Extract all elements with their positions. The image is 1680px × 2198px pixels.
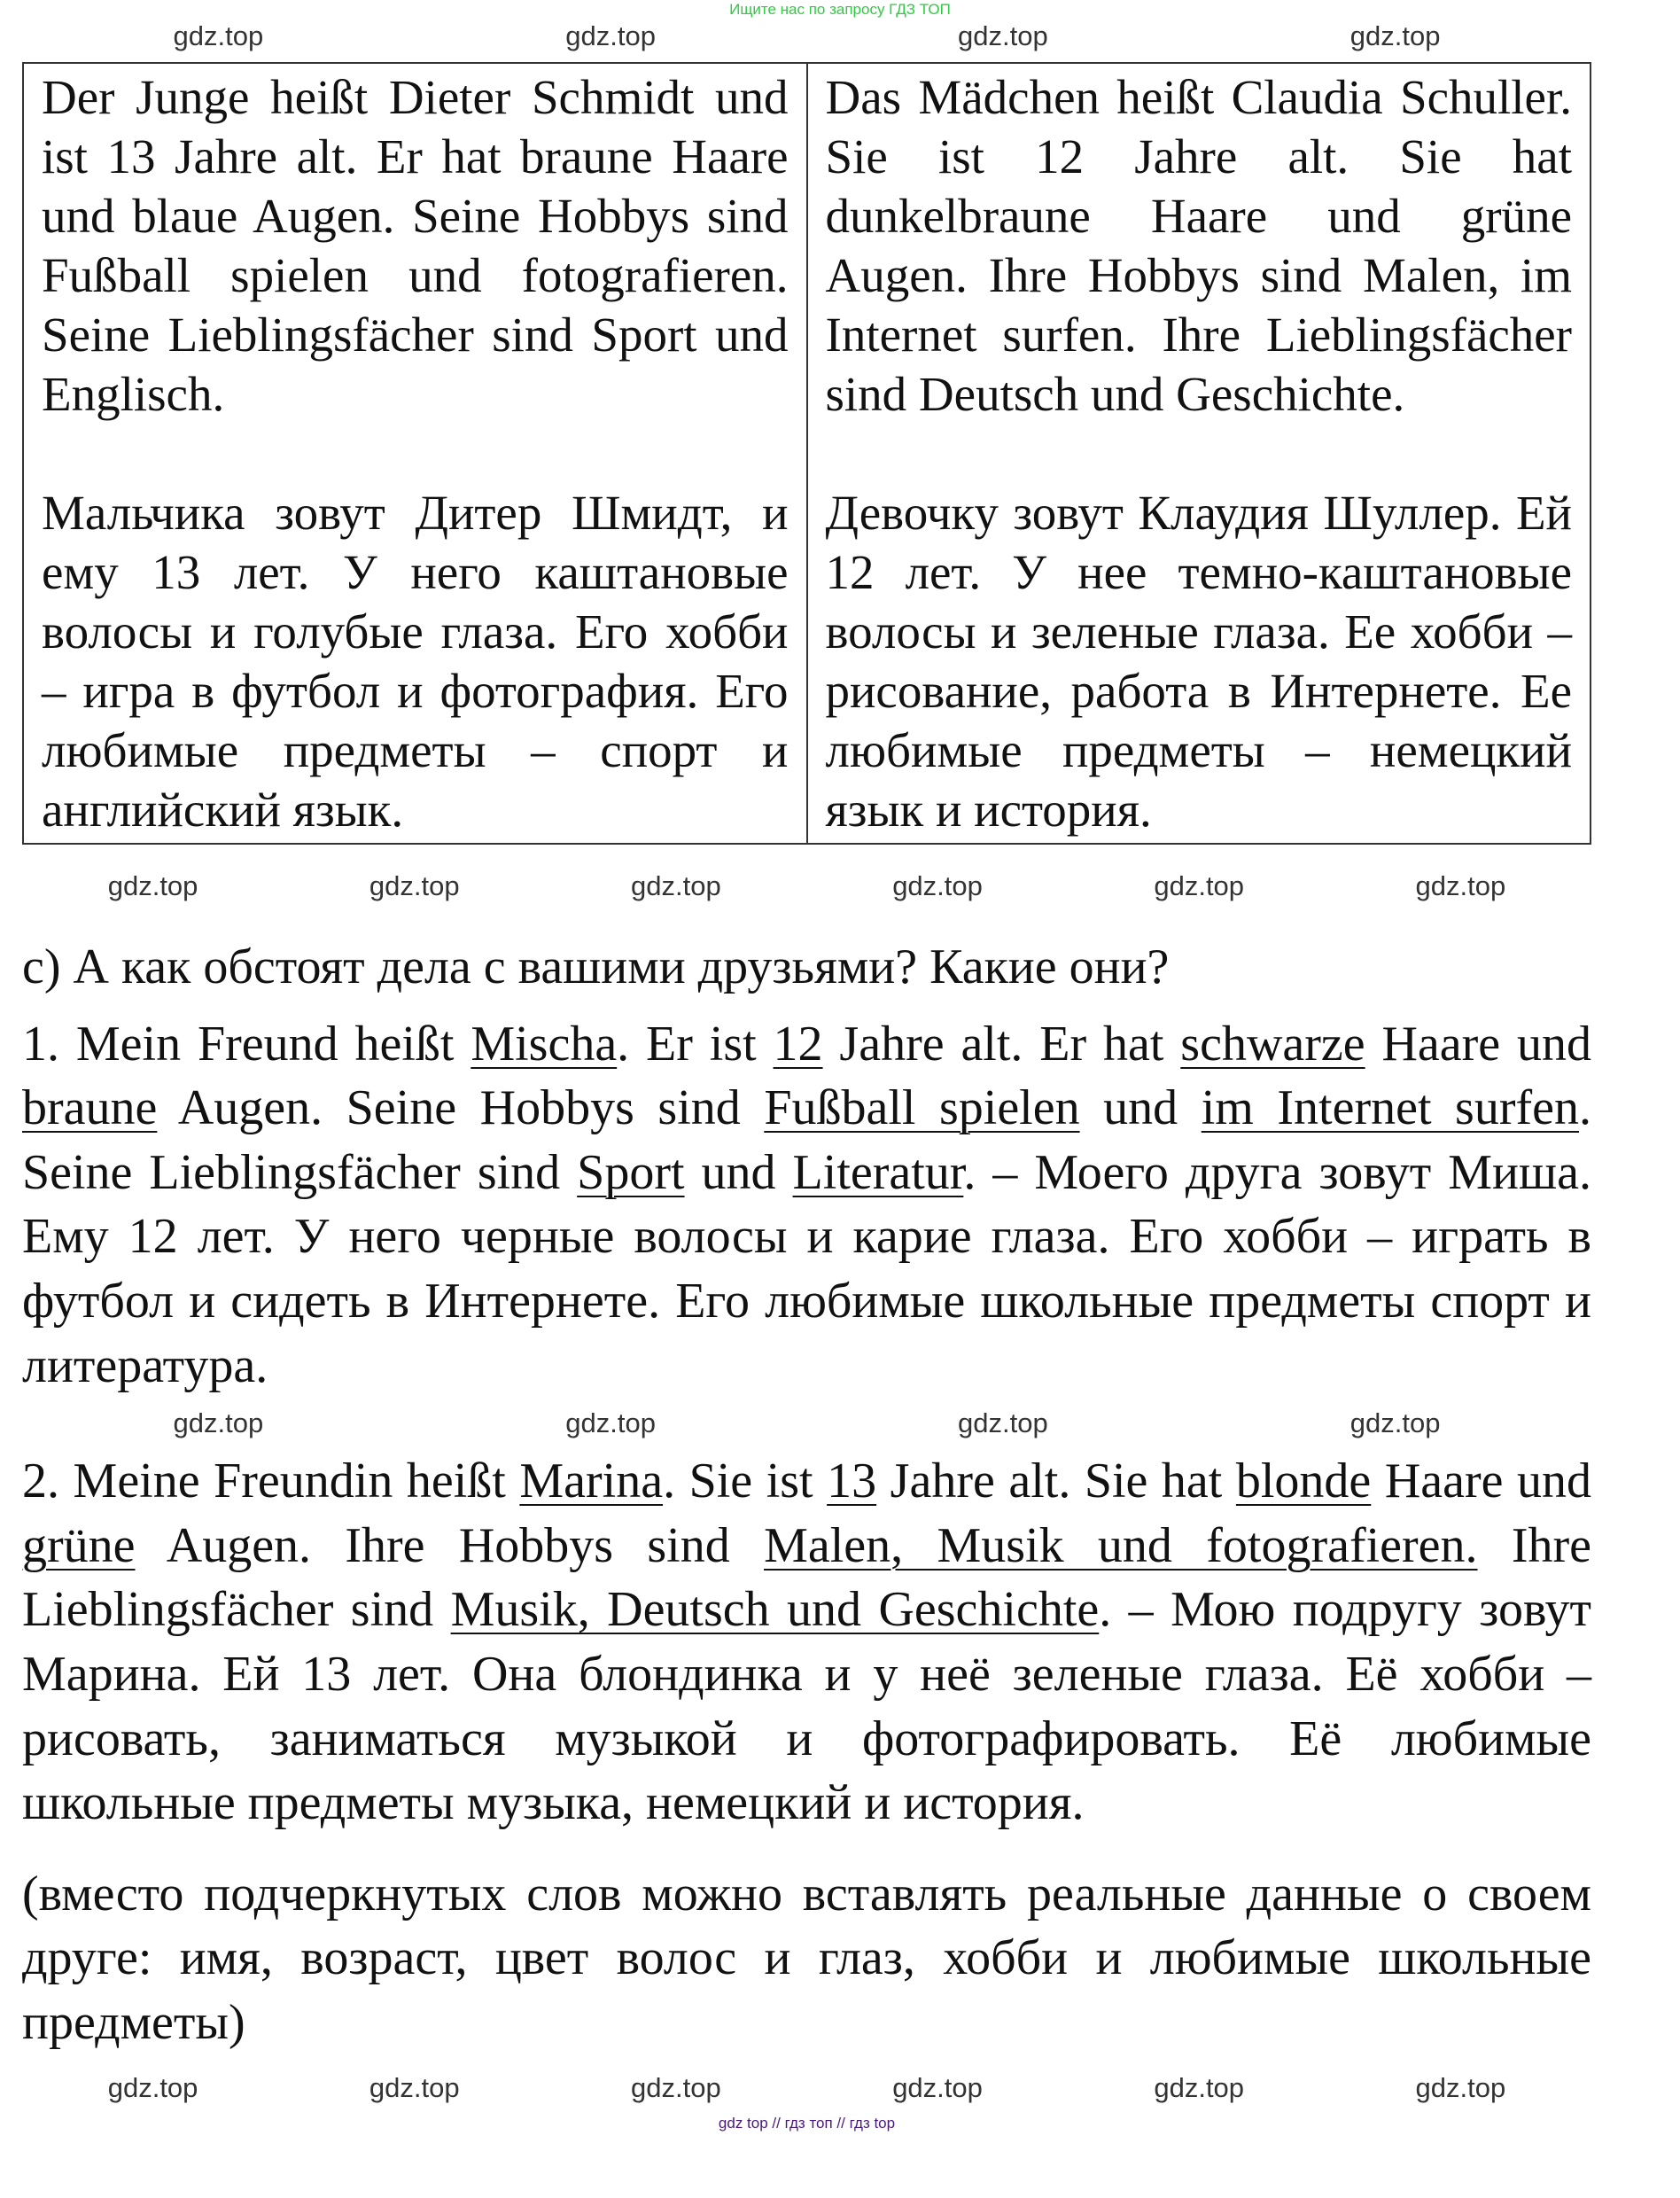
underlined-word: braune xyxy=(22,1080,158,1136)
gdz-watermark: gdz.top xyxy=(369,870,460,901)
question-c: c) А как обстоят дела с вашими друзьями? Какие они? xyxy=(22,939,1170,994)
gdz-watermark: gdz.top xyxy=(1349,1407,1441,1439)
text-segment: und xyxy=(1079,1080,1202,1136)
underlined-word: 13 xyxy=(827,1454,877,1509)
text-segment: Augen. Ihre Hobbys sind xyxy=(135,1517,765,1573)
gdz-watermark: gdz.top xyxy=(107,870,198,901)
text-segment: . – Моего друга зовут Миша. Ему 12 лет. У него черные волосы и карие глаза. Его хобби – играть в футбол и сидеть в Интернете. Его любимые школьные предметы спорт и литература. xyxy=(22,1144,1591,1393)
text-segment: Jahre alt. Sie hat xyxy=(876,1454,1236,1509)
gdz-watermark: gdz.top xyxy=(892,870,983,901)
underlined-word: schwarze xyxy=(1180,1016,1365,1072)
gdz-watermark: gdz.top xyxy=(107,2071,198,2103)
underlined-word: 12 xyxy=(773,1016,823,1072)
underlined-word: blonde xyxy=(1235,1454,1372,1509)
underlined-word: Mischa xyxy=(471,1016,618,1072)
right-german-text: Das Mädchen heißt Claudia Schuller. Sie ist 12 Jahre alt. Sie hat dunkelbraune Haare und grüne Augen. Ihre Hobbys sind Malen, im Internet surfen. Ihre Lieblingsfächer sind Deutsch und Geschichte. xyxy=(825,70,1572,421)
gdz-watermark: gdz.top xyxy=(565,20,656,51)
gdz-watermark: gdz.top xyxy=(1415,870,1506,901)
text-segment: . Er ist xyxy=(617,1016,774,1072)
underlined-word: Malen, Musik und fotografieren. xyxy=(764,1517,1478,1573)
watermark-row xyxy=(22,871,1591,901)
underlined-word: Fußball spielen xyxy=(764,1080,1080,1136)
gdz-watermark: gdz.top xyxy=(631,2071,721,2103)
left-german-text: Der Junge heißt Dieter Schmidt und ist 13 Jahre alt. Er hat braune Haare und blaue Augen. Seine Hobbys sind Fußball spielen und fotografieren. Seine Lieblingsfächer sind Sport und Englisch. xyxy=(42,70,789,421)
text-segment: Haare und xyxy=(1371,1454,1592,1509)
gdz-watermark: gdz.top xyxy=(892,2071,983,2103)
gdz-watermark: gdz.top xyxy=(958,20,1048,51)
watermark-row xyxy=(22,1408,1591,1438)
answer-section xyxy=(22,935,1591,2055)
text-segment: und xyxy=(684,1144,793,1200)
left-cell xyxy=(23,63,807,844)
underlined-word: Marina xyxy=(519,1454,664,1509)
gdz-watermark: gdz.top xyxy=(1415,2071,1506,2103)
text-segment: 1. Mein Freund heißt xyxy=(22,1016,471,1072)
page-content xyxy=(22,0,1591,2133)
text-segment: 2. Meine Freundin heißt xyxy=(22,1454,520,1509)
left-russian-text: Мальчика зовут Дитер Шмидт, и ему 13 лет. У него каштановые волосы и голубые глаза. Его хобби – игра в футбол и фотография. Его любимые предметы – спорт и английский язык. xyxy=(42,486,789,837)
top-banner: Ищите нас по запросу ГДЗ ТОП xyxy=(729,1,951,18)
right-cell xyxy=(807,63,1591,844)
underlined-word: Musik, Deutsch und Geschichte xyxy=(450,1582,1100,1638)
underlined-word: grüne xyxy=(22,1517,136,1573)
gdz-watermark: gdz.top xyxy=(631,870,721,901)
text-segment: . – Мою подругу зовут Марина. Ей 13 лет. Она блондинка и у неё зеленые глаза. Её хобби – рисовать, заниматься музыкой и фотографировать. Её любимые школьные предметы музыка, немецкий и история. xyxy=(22,1582,1592,1831)
gdz-watermark: gdz.top xyxy=(369,2071,460,2103)
text-segment: . Seine Lieblingsfächer sind xyxy=(22,1080,1592,1200)
note-text: (вместо подчеркнутых слов можно вставлять реальные данные о своем друге: имя, возраст, цвет волос и глаз, хобби и любимые школьные предметы) xyxy=(22,1866,1591,2050)
text-segment: Ihre Lieblingsfächer sind xyxy=(22,1517,1592,1638)
footer-watermark: gdz top // гдз топ // гдз top xyxy=(718,2114,896,2132)
watermark-row xyxy=(22,21,1591,51)
right-russian-text: Девочку зовут Клаудия Шуллер. Ей 12 лет. У нее темно-каштановые волосы и зеленые глаза. Ее хобби – рисование, работа в Интернете. Ее любимые предметы – немецкий язык и история. xyxy=(825,486,1572,837)
answer-paragraph-2 xyxy=(22,1449,1591,1836)
gdz-watermark: gdz.top xyxy=(565,1407,656,1439)
watermark-row xyxy=(22,2073,1591,2103)
gdz-watermark: gdz.top xyxy=(958,1407,1048,1439)
gdz-watermark: gdz.top xyxy=(173,1407,264,1439)
text-table xyxy=(22,62,1591,845)
gdz-watermark: gdz.top xyxy=(173,20,264,51)
text-segment: Jahre alt. Er hat xyxy=(822,1016,1181,1072)
gdz-watermark: gdz.top xyxy=(1154,870,1245,901)
text-segment: Augen. Seine Hobbys sind xyxy=(157,1080,765,1136)
underlined-word: Literatur xyxy=(792,1144,964,1200)
gdz-watermark: gdz.top xyxy=(1154,2071,1245,2103)
text-segment: Haare und xyxy=(1365,1016,1592,1072)
gdz-watermark: gdz.top xyxy=(1349,20,1441,51)
answer-paragraph-1 xyxy=(22,1012,1591,1399)
underlined-word: Sport xyxy=(577,1144,685,1200)
underlined-word: im Internet surfen xyxy=(1201,1080,1580,1136)
text-segment: . Sie ist xyxy=(663,1454,828,1509)
